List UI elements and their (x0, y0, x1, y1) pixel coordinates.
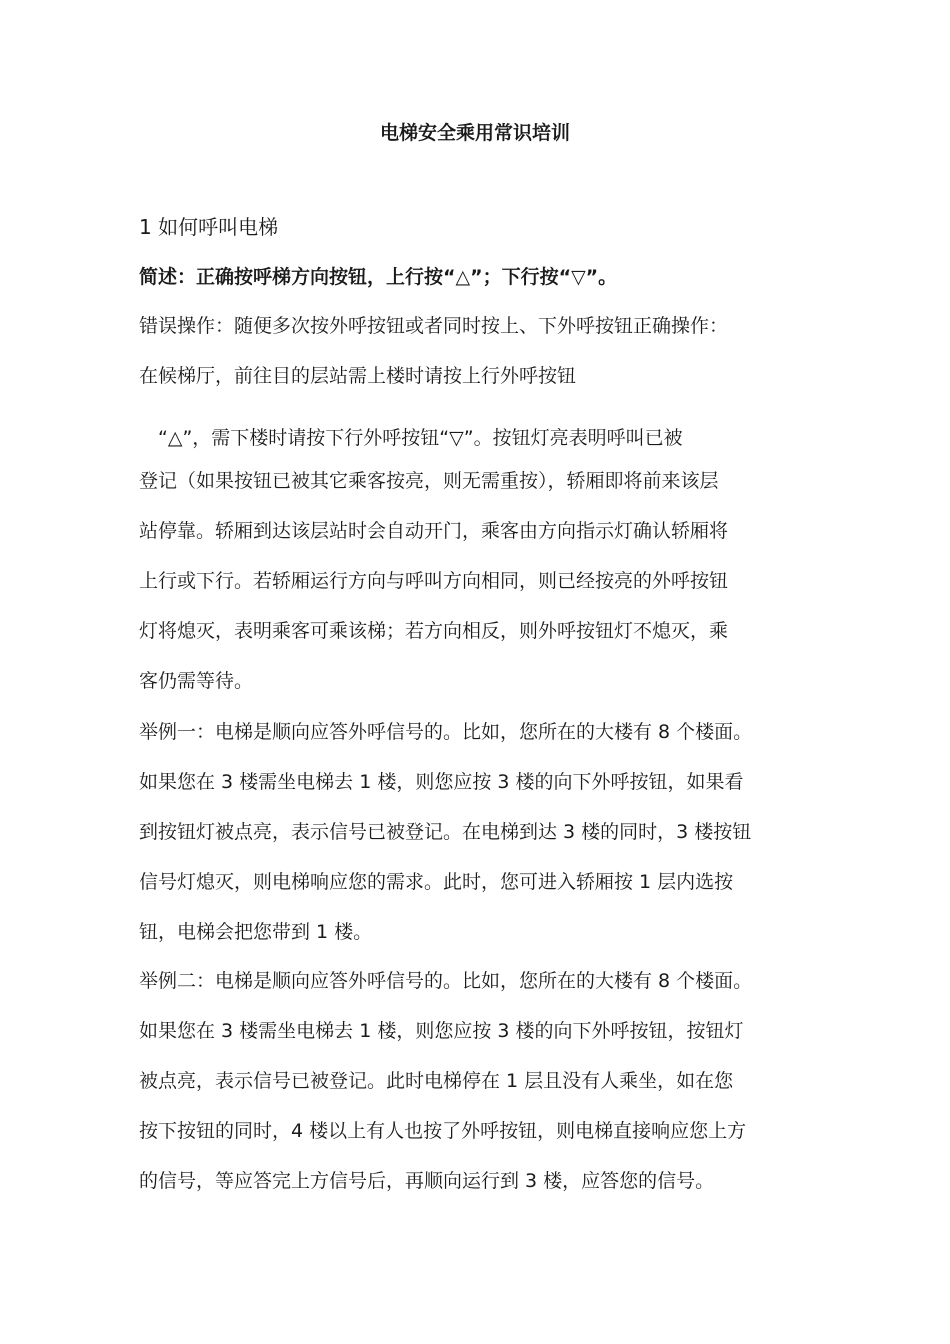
example-one-line: 到按钮灯被点亮，表示信号已被登记。在电梯到达 3 楼的同时，3 楼按钮 (139, 821, 752, 843)
example-two-line: 如果您在 3 楼需坐电梯去 1 楼，则您应按 3 楼的向下外呼按钮，按钮灯 (139, 1020, 744, 1042)
example-two-line: 的信号，等应答完上方信号后，再顺向运行到 3 楼，应答您的信号。 (139, 1170, 715, 1192)
example-two-line: 被点亮，表示信号已被登记。此时电梯停在 1 层且没有人乘坐，如在您 (139, 1070, 734, 1092)
body-line: 客仍需等待。 (139, 670, 254, 692)
example-one-line: 信号灯熄灭，则电梯响应您的需求。此时，您可进入轿厢按 1 层内选按 (139, 871, 734, 893)
example-two-line: 举例二：电梯是顺向应答外呼信号的。比如，您所在的大楼有 8 个楼面。 (139, 970, 753, 992)
body-line: 上行或下行。若轿厢运行方向与呼叫方向相同，则已经按亮的外呼按钮 (139, 570, 729, 592)
body-line: 在候梯厅，前往目的层站需上楼时请按上行外呼按钮 (139, 365, 577, 387)
document-title: 电梯安全乘用常识培训 (379, 122, 570, 144)
summary-line: 简述：正确按呼梯方向按钮，上行按“△”；下行按“▽”。 (139, 266, 618, 288)
body-line: “△”，需下楼时请按下行外呼按钮“▽”。按钮灯亮表明呼叫已被 (158, 427, 683, 449)
example-two-line: 按下按钮的同时，4 楼以上有人也按了外呼按钮，则电梯直接响应您上方 (139, 1120, 747, 1142)
body-line: 灯将熄灭，表明乘客可乘该梯；若方向相反，则外呼按钮灯不熄灭，乘 (139, 620, 729, 642)
example-one-line: 如果您在 3 楼需坐电梯去 1 楼，则您应按 3 楼的向下外呼按钮，如果看 (139, 771, 744, 793)
section-heading: 1 如何呼叫电梯 (139, 215, 279, 239)
example-one-line: 钮，电梯会把您带到 1 楼。 (139, 921, 373, 943)
body-line: 站停靠。轿厢到达该层站时会自动开门，乘客由方向指示灯确认轿厢将 (139, 520, 729, 542)
example-one-line: 举例一：电梯是顺向应答外呼信号的。比如，您所在的大楼有 8 个楼面。 (139, 721, 753, 743)
body-line: 登记（如果按钮已被其它乘客按亮，则无需重按），轿厢即将前来该层 (139, 470, 719, 492)
wrong-operation-line: 错误操作：随便多次按外呼按钮或者同时按上、下外呼按钮正确操作： (139, 315, 729, 337)
